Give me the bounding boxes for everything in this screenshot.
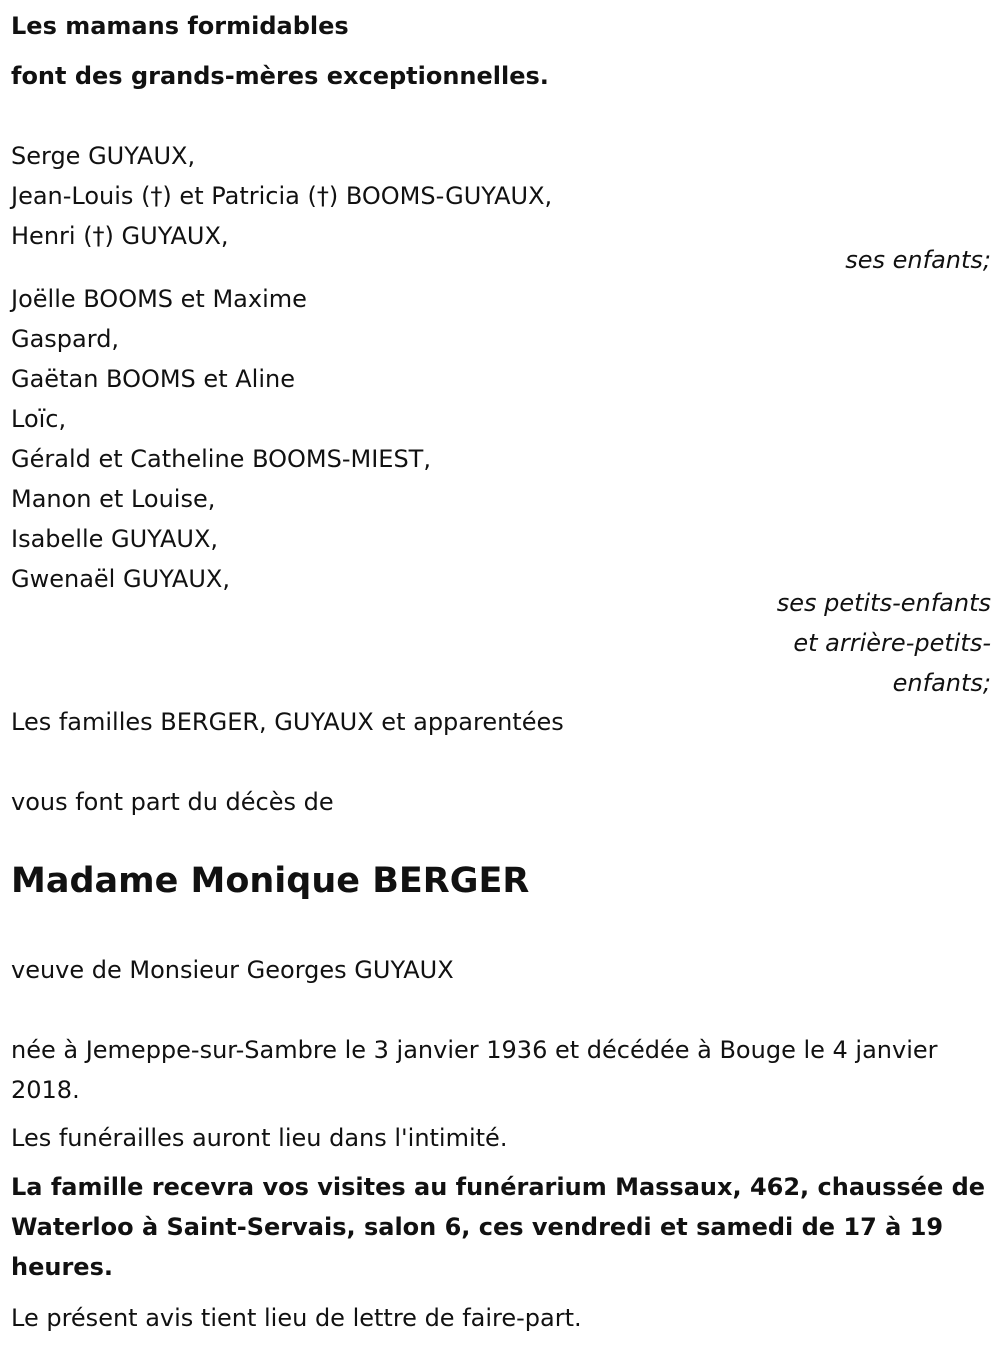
child-line: Henri (†) GUYAUX, [11, 222, 229, 250]
announcement-line: vous font part du décès de [11, 788, 334, 816]
grandchildren-role-line: enfants; [892, 669, 991, 697]
visits-paragraph: La famille recevra vos visites au funérarium Massaux, 462, chaussée de Waterloo à Saint-Servais, salon 6, ces vendredi et samedi de 17 à 19 heures. [11, 1173, 986, 1281]
grandchild-line: Isabelle GUYAUX, [11, 525, 219, 553]
grandchild-line: Loïc, [11, 405, 67, 433]
widow-of-line: veuve de Monsieur Georges GUYAUX [11, 956, 454, 984]
children-role: ses enfants; [845, 246, 991, 274]
header-line-2: font des grands-mères exceptionnelles. [11, 62, 549, 90]
child-line: Jean-Louis (†) et Patricia (†) BOOMS-GUYAUX, [11, 182, 553, 210]
deceased-name: Madame Monique BERGER [11, 861, 530, 901]
grandchild-line: Gwenaël GUYAUX, [11, 565, 230, 593]
closing-line: Le présent avis tient lieu de lettre de faire-part. [11, 1304, 582, 1332]
grandchild-line: Joëlle BOOMS et Maxime [11, 285, 307, 313]
funeral-line: Les funérailles auront lieu dans l'intimité. [11, 1124, 508, 1152]
grandchild-line: Gaëtan BOOMS et Aline [11, 365, 295, 393]
grandchild-line: Gaspard, [11, 325, 120, 353]
grandchildren-role-line: ses petits-enfants [776, 589, 991, 617]
birth-death-paragraph: née à Jemeppe-sur-Sambre le 3 janvier 1936 et décédée à Bouge le 4 janvier 2018. [11, 1036, 938, 1104]
grandchildren-role-line: et arrière-petits- [793, 629, 991, 657]
families-line: Les familles BERGER, GUYAUX et apparentées [11, 708, 564, 736]
grandchild-line: Manon et Louise, [11, 485, 216, 513]
grandchild-line: Gérald et Catheline BOOMS-MIEST, [11, 445, 431, 473]
child-line: Serge GUYAUX, [11, 142, 196, 170]
header-line-1: Les mamans formidables [11, 12, 349, 40]
